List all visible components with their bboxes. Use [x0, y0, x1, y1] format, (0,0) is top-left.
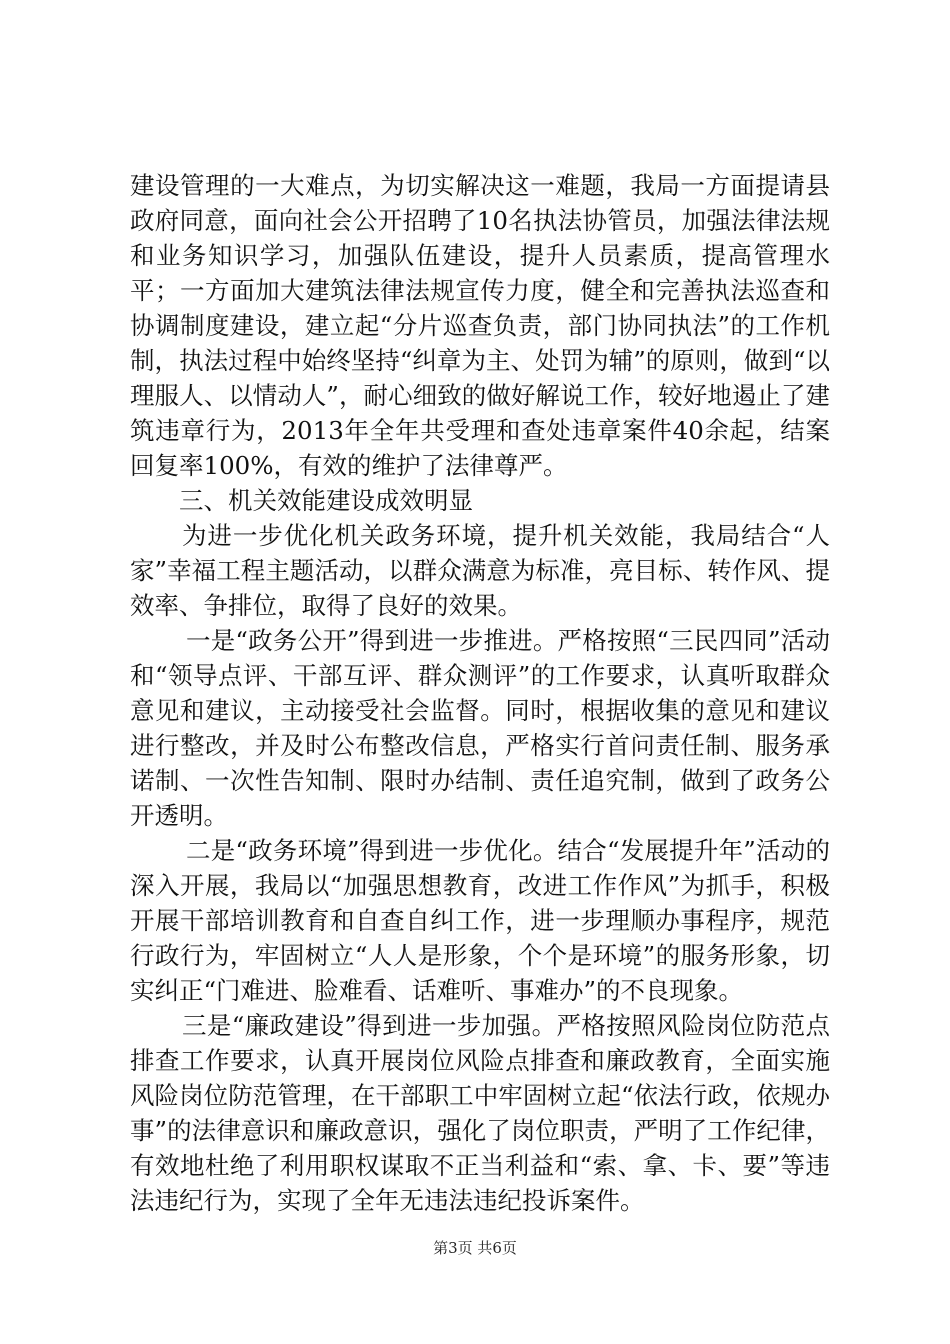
paragraph-item-two: 二是“政务环境”得到进一步优化。结合“发展提升年”活动的深入开展，我局以“加强思想教育，改进工作作风”为抓手，积极开展干部培训教育和自查自纠工作，进一步理顺办事程序，规范行政行为，牢固树立“人人是形象，个个是环境”的服务形象，切实纠正“门难进、脸难看、话难听、事难办”的不良现象。: [130, 836, 830, 1005]
paragraph-item-three: 三是“廉政建设”得到进一步加强。严格按照风险岗位防范点排查工作要求，认真开展岗位风险点排查和廉政教育，全面实施风险岗位防范管理，在干部职工中牢固树立起“依法行政，依规办事”的法律意识和廉政意识，强化了岗位职责，严明了工作纪律，有效地杜绝了利用职权谋取不正当利益和“索、拿、卡、要”等违法违纪行为，实现了全年无违法违纪投诉案件。: [130, 1011, 830, 1215]
paragraph-item-one: 一是“政务公开”得到进一步推进。严格按照“三民四同”活动和“领导点评、干部互评、群众测评”的工作要求，认真听取群众意见和建议，主动接受社会监督。同时，根据收集的意见和建议进行整改，并及时公布整改信息，严格实行首问责任制、服务承诺制、一次性告知制、限时办结制、责任追究制，做到了政务公开透明。: [130, 626, 830, 830]
document-body: [130, 168, 830, 1218]
paragraph-intro: 为进一步优化机关政务环境，提升机关效能，我局结合“人家”幸福工程主题活动，以群众满意为标准，亮目标、转作风、提效率、争排位，取得了良好的效果。: [130, 521, 830, 620]
page-footer: 第3页 共6页: [433, 1239, 517, 1257]
paragraph-continued: 建设管理的一大难点，为切实解决这一难题，我局一方面提请县政府同意，面向社会公开招聘了10名执法协管员，加强法律法规和业务知识学习，加强队伍建设，提升人员素质，提高管理水平；一方面加大建筑法律法规宣传力度，健全和完善执法巡查和协调制度建设，建立起“分片巡查负责，部门协同执法”的工作机制，执法过程中始终坚持“纠章为主、处罚为辅”的原则，做到“以理服人、以情动人”，耐心细致的做好解说工作，较好地遏止了建筑违章行为，2013年全年共受理和查处违章案件40余起，结案回复率100%，有效的维护了法律尊严。: [130, 171, 830, 480]
section-heading: 三、机关效能建设成效明显: [179, 486, 473, 515]
